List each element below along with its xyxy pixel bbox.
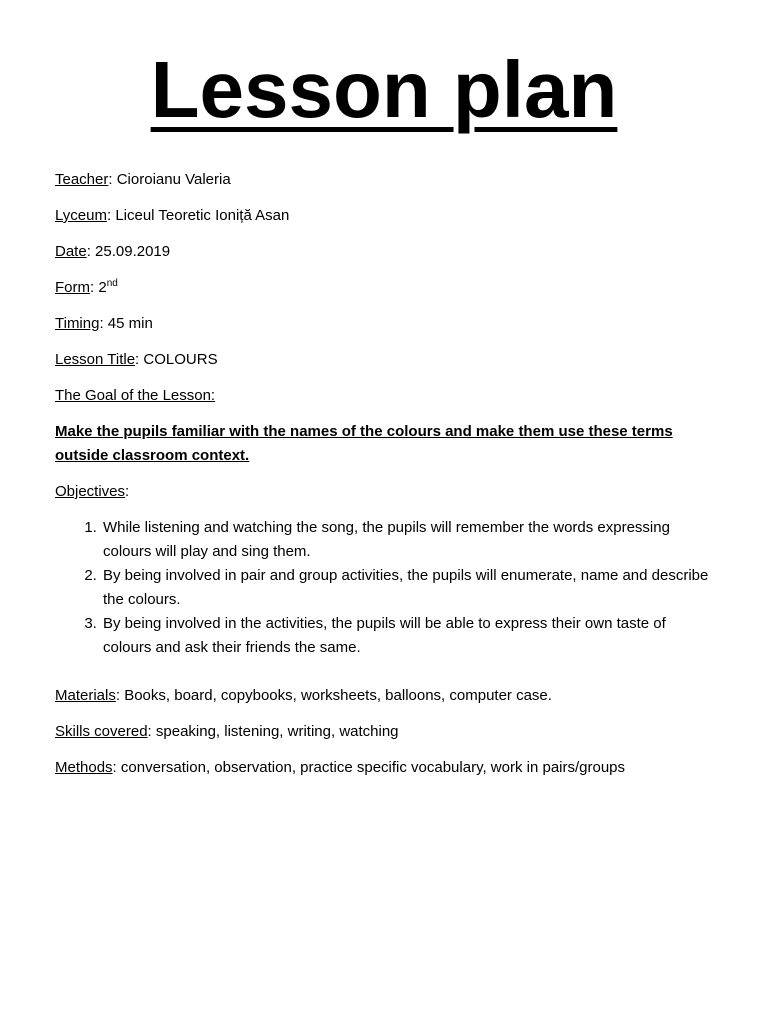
- timing-label: Timing: [55, 315, 100, 332]
- lesson-title-field: Lesson Title: COLOURS: [55, 351, 218, 368]
- goal-text: Make the pupils familiar with the names of the colours and make them use these terms outside classroom context.: [55, 423, 673, 464]
- skills-label: Skills covered: [55, 723, 148, 740]
- methods-label: Methods: [55, 759, 113, 776]
- objective-item: 2. By being involved in pair and group activities, the pupils will enumerate, name and describe the colours.: [101, 564, 715, 612]
- lyceum-field: Lyceum: Liceul Teoretic Ioniță Asan: [55, 207, 290, 224]
- teacher-label: Teacher: [55, 171, 109, 188]
- objective-item: 1. While listening and watching the song, the pupils will remember the words expressing colours will play and sing them.: [101, 516, 715, 564]
- form-value-suffix: nd: [106, 278, 118, 289]
- lyceum-value: Liceul Teoretic Ioniță Asan: [115, 207, 290, 224]
- spacer: [55, 672, 715, 684]
- form-label: Form: [55, 279, 90, 296]
- form-value: 2: [98, 279, 107, 296]
- objectives-list: [55, 516, 715, 660]
- goal-heading: The Goal of the Lesson:: [55, 387, 216, 404]
- lesson-title-label: Lesson Title: [55, 351, 136, 368]
- date-value: 25.09.2019: [95, 243, 171, 260]
- methods-field: Methods: conversation, observation, practice specific vocabulary, work in pairs/groups: [55, 759, 626, 776]
- skills-value: speaking, listening, writing, watching: [155, 723, 399, 740]
- form-field: Form: 2nd: [55, 278, 118, 296]
- materials-label: Materials: [55, 687, 116, 704]
- materials-field: Materials: Books, board, copybooks, worksheets, balloons, computer case.: [55, 687, 552, 704]
- timing-value: 45 min: [107, 315, 153, 332]
- date-field: Date: 25.09.2019: [55, 243, 171, 260]
- materials-value: Books, board, copybooks, worksheets, balloons, computer case.: [124, 687, 552, 704]
- lesson-details: [55, 168, 715, 792]
- skills-field: Skills covered: speaking, listening, writing, watching: [55, 723, 399, 740]
- lyceum-label: Lyceum: [55, 207, 107, 224]
- date-label: Date: [55, 243, 87, 260]
- lesson-title-value: COLOURS: [143, 351, 218, 368]
- methods-value: conversation, observation, practice specific vocabulary, work in pairs/groups: [120, 759, 626, 776]
- objective-item: 3. By being involved in the activities, the pupils will be able to express their own taste of colours and ask their friends the same.: [101, 612, 715, 660]
- objectives-label: Objectives: [55, 483, 126, 500]
- objectives-heading: Objectives:: [55, 483, 130, 500]
- teacher-value: Cioroianu Valeria: [116, 171, 231, 188]
- timing-field: Timing: 45 min: [55, 315, 153, 332]
- page-title: Lesson plan: [150, 45, 618, 134]
- teacher-field: Teacher: Cioroianu Valeria: [55, 171, 231, 188]
